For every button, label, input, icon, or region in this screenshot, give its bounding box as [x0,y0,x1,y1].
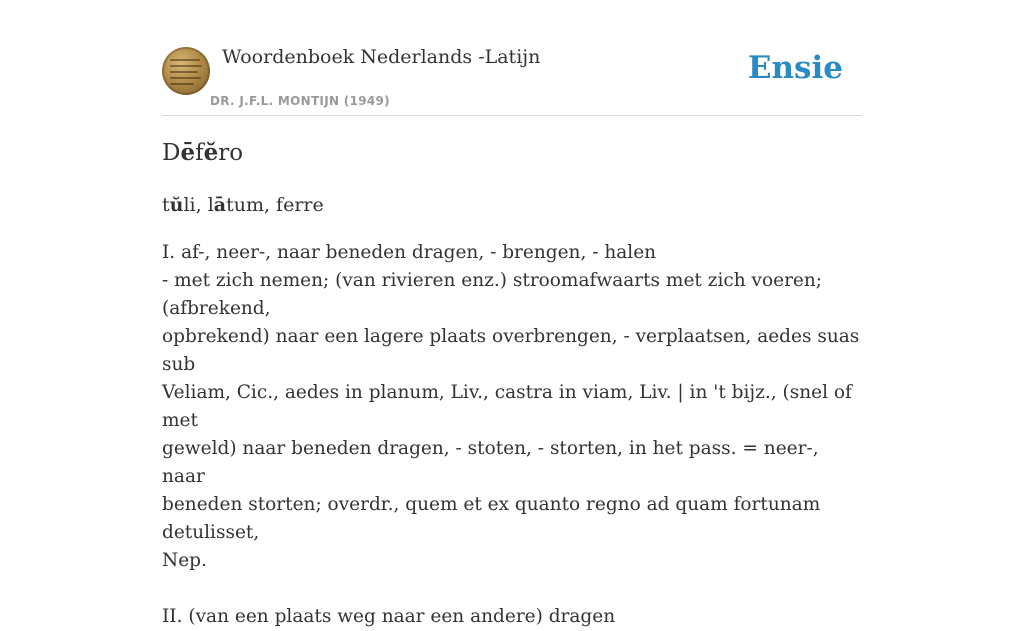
principal-parts [162,194,324,216]
dictionary-author: DR. J.F.L. MONTIJN (1949) [210,94,390,108]
header [162,44,862,116]
logo-engraving [170,77,201,79]
forms-part: t [162,194,170,216]
dictionary-title[interactable]: Woordenboek Nederlands -Latijn [222,46,541,68]
definition-line: opbrekend) naar een lagere plaats overbrengen, - verplaatsen, aedes suas sub [162,326,860,375]
definition-line: geweld) naar beneden dragen, - stoten, - storten, in het pass. = neer-, naar [162,438,819,487]
lemma-part-long-vowel: ē [180,139,196,166]
definition-line: Nep. [162,550,207,571]
entry-definition [162,239,862,631]
forms-part: li, l [183,194,214,216]
lemma-part: ro [218,140,244,166]
forms-part-long-vowel: ā [213,194,227,216]
definition-line: II. (van een plaats weg naar een andere) dragen [162,606,616,627]
forms-part: tum, ferre [226,194,324,216]
definition-line: I. af-, neer-, naar beneden dragen, - brengen, - halen [162,242,657,263]
definition-line: - met zich nemen; (van rivieren enz.) stroomafwaarts met zich voeren; (afbrekend, [162,270,823,319]
paragraph-gap [162,575,862,603]
logo-engraving [170,59,200,61]
ensie-brand-link[interactable]: Ensie [747,50,843,86]
logo-engraving [170,71,198,73]
lemma-part-short-vowel: ĕ [203,139,219,166]
forms-part-short-vowel: ŭ [169,194,184,216]
definition-line: beneden storten; overdr., quem et ex quanto regno ad quam fortunam detulisset, [162,494,821,543]
entry-lemma [162,139,243,166]
logo-engraving [170,83,194,85]
coin-logo-icon[interactable] [162,47,210,95]
lemma-part: D [162,140,181,166]
definition-line: Veliam, Cic., aedes in planum, Liv., castra in viam, Liv. | in 't bijz., (snel of met [162,382,852,431]
logo-engraving [170,65,202,67]
lemma-part: f [195,140,204,166]
